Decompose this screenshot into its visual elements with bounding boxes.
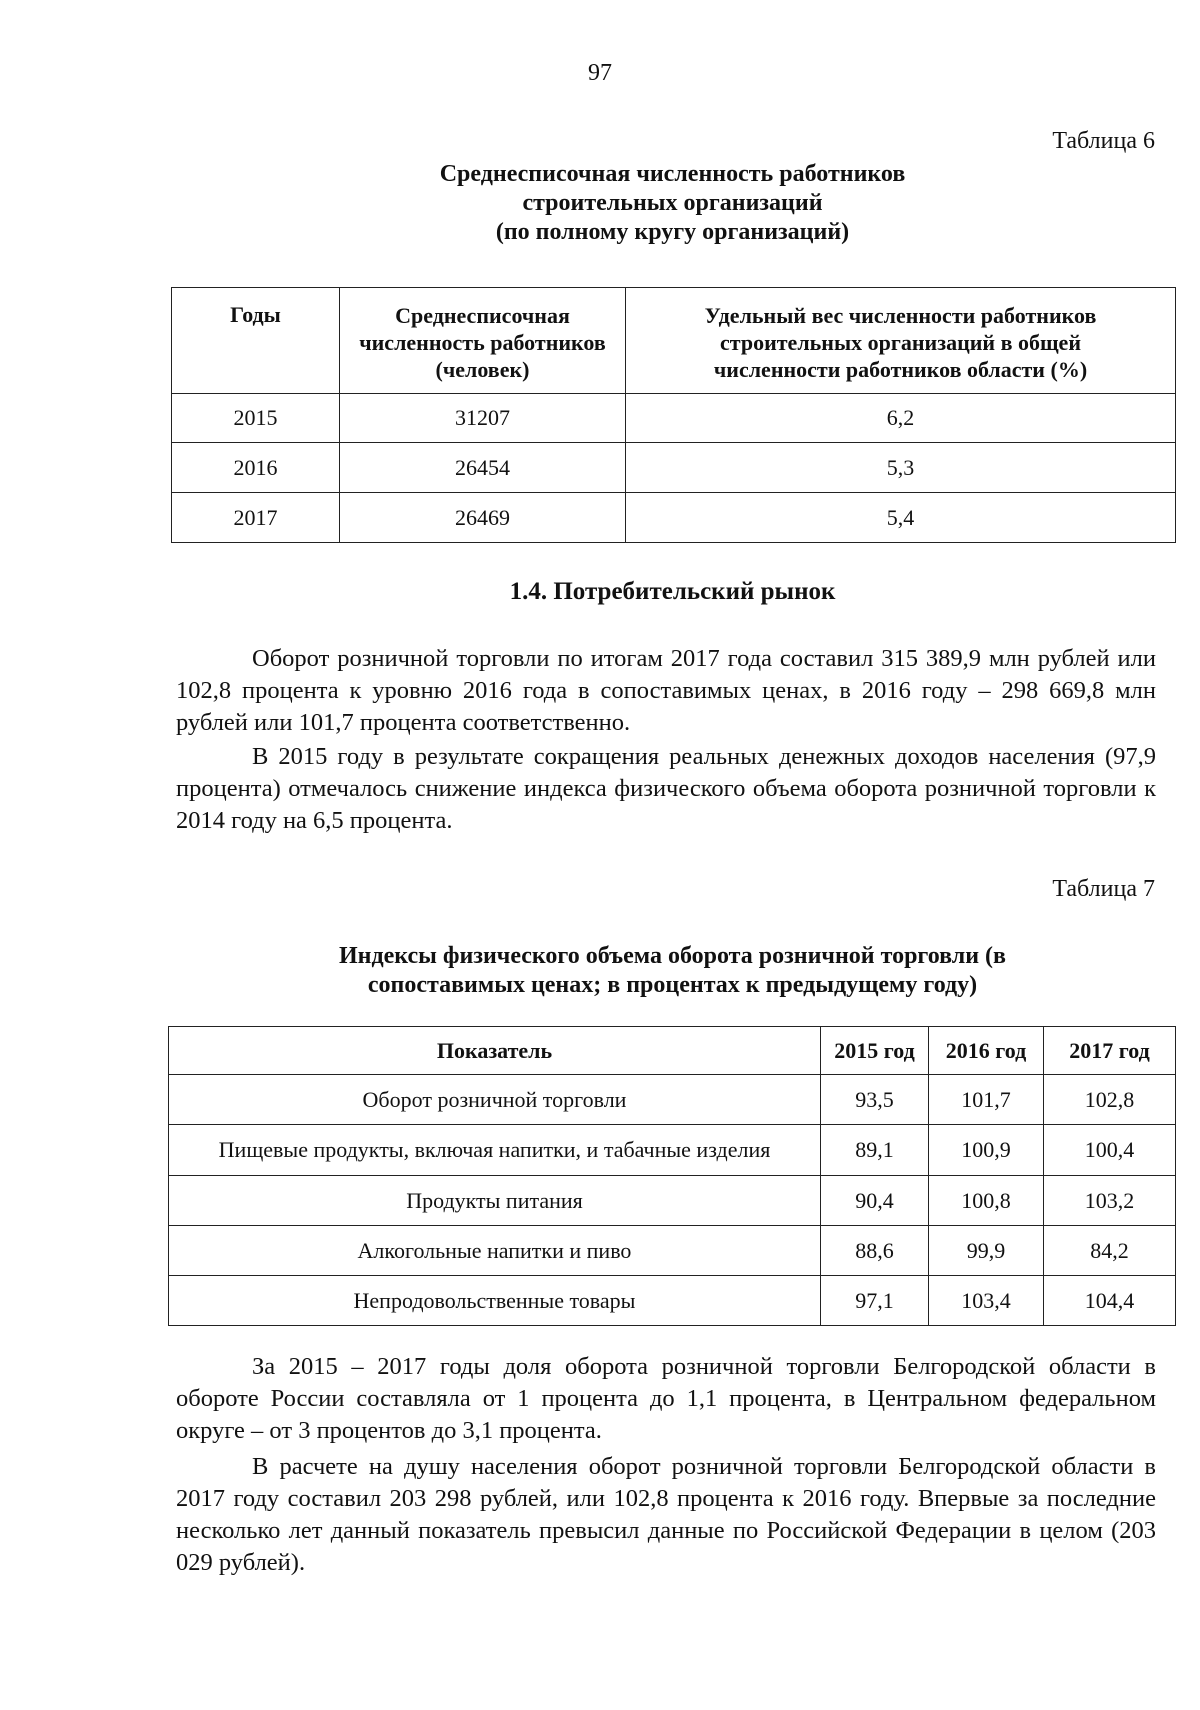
table-row [169,1176,1176,1226]
column-header-share: Удельный вес численности работников строительных организаций в общей численности работников области (%) [626,288,1176,394]
cell-2017: 104,4 [1044,1276,1176,1326]
column-header-years: Годы [172,288,340,394]
table-row [169,1226,1176,1276]
table-row [169,1075,1176,1125]
table-row [172,443,1176,493]
column-header-2015: 2015 год [821,1027,929,1075]
section-heading: 1.4. Потребительский рынок [509,578,836,605]
table-7-title-line: сопоставимых ценах; в процентах к предыдущему году) [367,972,978,998]
cell-2016: 100,9 [929,1125,1044,1176]
cell-year: 2017 [172,493,340,543]
paragraph: В 2015 году в результате сокращения реальных денежных доходов населения (97,9 процента) отмечалось снижение индекса физического объема оборота розничной торговли к 2014 году на 6,5 процента. [176,743,1156,834]
cell-indicator: Алкогольные напитки и пиво [169,1226,821,1276]
column-header-headcount: Среднесписочная численность работников (человек) [340,288,626,394]
cell-indicator: Продукты питания [169,1176,821,1226]
table-6-title [170,160,1175,247]
cell-headcount: 31207 [340,394,626,443]
table-row [169,1125,1176,1176]
cell-2015: 97,1 [821,1276,929,1326]
cell-indicator: Непродовольственные товары [169,1276,821,1326]
cell-share: 6,2 [626,394,1176,443]
cell-year: 2015 [172,394,340,443]
table-6-caption: Таблица 6 [1052,128,1155,154]
column-header-2016: 2016 год [929,1027,1044,1075]
column-header-indicator: Показатель [169,1027,821,1075]
table-6-title-line: строительных организаций [522,190,823,216]
table-row [169,1276,1176,1326]
cell-indicator: Пищевые продукты, включая напитки, и табачные изделия [169,1125,821,1176]
cell-headcount: 26469 [340,493,626,543]
table-7-title-line: Индексы физического объема оборота розничной торговли (в [338,943,1007,969]
table-header-row [169,1027,1176,1075]
cell-share: 5,4 [626,493,1176,543]
cell-2016: 99,9 [929,1226,1044,1276]
cell-2017: 84,2 [1044,1226,1176,1276]
table-7 [168,1026,1176,1326]
cell-2015: 88,6 [821,1226,929,1276]
cell-2015: 90,4 [821,1176,929,1226]
paragraph: За 2015 – 2017 годы доля оборота розничной торговли Белгородской области в обороте России составляла от 1 процента до 1,1 процента, в Центральном федеральном округе – от 3 процентов до 3,1 процента. [176,1353,1156,1444]
cell-year: 2016 [172,443,340,493]
table-7-title [170,942,1175,1000]
column-header-2017: 2017 год [1044,1027,1176,1075]
table-6-title-line: (по полному кругу организаций) [495,219,850,245]
cell-2016: 100,8 [929,1176,1044,1226]
cell-2015: 93,5 [821,1075,929,1125]
table-row [172,394,1176,443]
cell-2015: 89,1 [821,1125,929,1176]
table-6 [171,287,1176,543]
cell-2016: 101,7 [929,1075,1044,1125]
page-number: 97 [588,60,612,86]
cell-2016: 103,4 [929,1276,1044,1326]
cell-share: 5,3 [626,443,1176,493]
paragraph: Оборот розничной торговли по итогам 2017 года составил 315 389,9 млн рублей или 102,8 процента к уровню 2016 года в сопоставимых ценах, в 2016 году – 298 669,8 млн рублей или 101,7 процента соответственно. [176,645,1156,736]
table-7-caption: Таблица 7 [1052,876,1155,902]
table-row [172,493,1176,543]
cell-headcount: 26454 [340,443,626,493]
paragraph: В расчете на душу населения оборот розничной торговли Белгородской области в 2017 году составил 203 298 рублей, или 102,8 процента к 2016 году. Впервые за последние несколько лет данный показатель превысил данные по Российской Федерации в целом (203 029 рублей). [176,1453,1156,1576]
cell-indicator: Оборот розничной торговли [169,1075,821,1125]
cell-2017: 100,4 [1044,1125,1176,1176]
cell-2017: 103,2 [1044,1176,1176,1226]
cell-2017: 102,8 [1044,1075,1176,1125]
table-6-title-line: Среднесписочная численность работников [439,161,906,187]
table-header-row [172,288,1176,394]
